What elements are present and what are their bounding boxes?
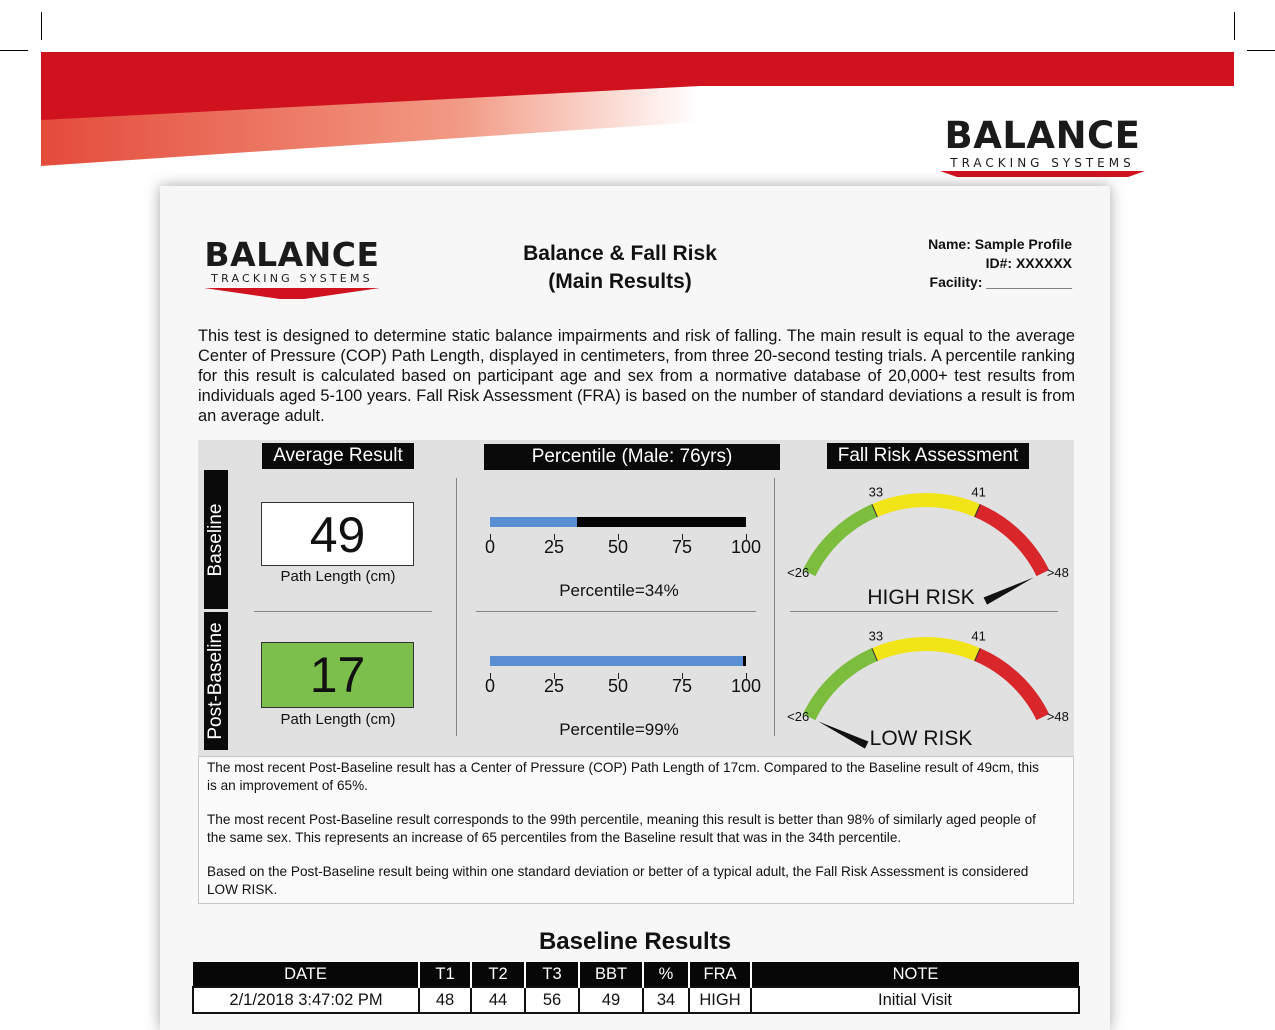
percentile-bar-fill (490, 517, 577, 527)
divider (790, 611, 1058, 612)
gauge-label: >48 (1046, 565, 1069, 581)
col-header: BBT (579, 962, 643, 987)
table-title: Baseline Results (538, 928, 732, 955)
divider (254, 611, 432, 612)
gauge-label: >48 (1046, 709, 1069, 725)
intro-text: This test is designed to determine static balance impairments and risk of falling. The main result is equal to the average Center of Pressure (COP) Path Length, displayed in centimeters, from three 20-second testing trials. A percentile ranking for this result is calculated based on participant age and sex from a normative database of 20,000+ test results from individuals aged 5-100 years. Fall Risk Assessment (FRA) is based on the number of standard deviations a result is from an average adult. (198, 327, 1075, 425)
divider (774, 478, 775, 736)
gauge-segment (977, 655, 1042, 717)
gauge-label: <26 (787, 709, 810, 725)
gauge-segment (809, 511, 874, 573)
gauge-label: 41 (971, 628, 986, 644)
header-fall-risk: Fall Risk Assessment (827, 443, 1029, 469)
axis-tick-label: 100 (730, 537, 762, 557)
axis-tick-label: 25 (543, 537, 565, 557)
gauge-segment (809, 655, 874, 717)
gauge-segment (977, 511, 1042, 573)
table-cell: Initial Visit (751, 987, 1079, 1013)
axis-tick-label: 75 (671, 676, 693, 696)
facility-field: Facility: ___________ (929, 274, 1072, 290)
gauge-label: <26 (787, 565, 810, 581)
post-baseline-percentile-text: Percentile=99% (559, 720, 679, 739)
post-baseline-risk-label: LOW RISK (869, 727, 973, 750)
report-title (460, 240, 780, 296)
table-header-row (193, 962, 1079, 987)
gauge-label: 41 (971, 484, 986, 500)
axis-tick-label: 50 (607, 537, 629, 557)
report-brand-name: BALANCE (204, 235, 380, 274)
col-header: T2 (471, 962, 525, 987)
table-cell: 48 (419, 987, 471, 1013)
col-header: T3 (525, 962, 579, 987)
percentile-bar-track (490, 656, 746, 666)
table-row (193, 987, 1079, 1013)
percentile-bar-fill (490, 656, 743, 666)
axis-tick-label: 25 (543, 676, 565, 696)
axis-tick-label: 0 (484, 676, 495, 696)
divider (476, 611, 756, 612)
profile-id: ID#: XXXXXX (985, 255, 1072, 271)
row-label-post-baseline: Post-Baseline (204, 612, 228, 750)
gauge-label: 33 (868, 484, 884, 500)
axis-tick-label: 100 (730, 676, 762, 696)
divider (456, 478, 457, 736)
col-header: NOTE (751, 962, 1079, 987)
baseline-result-unit: Path Length (cm) (280, 568, 396, 585)
summary-paragraph: The most recent Post-Baseline result has a Center of Pressure (COP) Path Length of 17cm. Compared to the Baseline result of 49cm, this is an improvement of 65%. (207, 760, 1039, 793)
header-average-result: Average Result (262, 443, 414, 469)
post-baseline-result-value: 17 (261, 642, 414, 708)
baseline-percentile-text: Percentile=34% (559, 581, 679, 600)
table-cell: 2/1/2018 3:47:02 PM (193, 987, 419, 1013)
table-cell: 44 (471, 987, 525, 1013)
col-header: FRA (689, 962, 751, 987)
report-title-line1: Balance & Fall Risk (523, 242, 717, 265)
gauge-segment (875, 500, 978, 511)
gauge-label: 33 (868, 628, 884, 644)
summary-paragraph: Based on the Post-Baseline result being within one standard deviation or better of a typical adult, the Fall Risk Assessment is considered LOW RISK. (207, 864, 1029, 897)
baseline-results-table (192, 962, 1080, 1014)
axis-tick-label: 75 (671, 537, 693, 557)
col-header: % (643, 962, 689, 987)
axis-tick-label: 0 (484, 537, 495, 557)
report-title-line2: (Main Results) (548, 270, 692, 293)
axis-tick-label: 50 (607, 676, 629, 696)
row-label-baseline: Baseline (204, 470, 228, 609)
brand-tagline: TRACKING SYSTEMS (950, 156, 1135, 170)
profile-name: Name: Sample Profile (928, 236, 1072, 252)
results-panel (198, 440, 1074, 756)
post-baseline-result-unit: Path Length (cm) (280, 711, 396, 728)
summary-box (198, 756, 1074, 904)
baseline-result-value: 49 (261, 502, 414, 566)
col-header: T1 (419, 962, 471, 987)
table-cell: 49 (579, 987, 643, 1013)
table-cell: 56 (525, 987, 579, 1013)
summary-paragraph: The most recent Post-Baseline result corresponds to the 99th percentile, meaning this result is better than 98% of similarly aged people of the same sex. This represents an increase of 65 percentiles from the Baseline result that was in the 34th percentile. (207, 812, 1036, 845)
brand-name: BALANCE (944, 114, 1141, 157)
percentile-bar-track (490, 517, 746, 527)
baseline-risk-label: HIGH RISK (867, 586, 975, 609)
gauge-segment (875, 644, 978, 655)
report-brand-tagline: TRACKING SYSTEMS (211, 272, 373, 285)
table-cell: 34 (643, 987, 689, 1013)
report-logo (204, 235, 380, 308)
report-card (160, 186, 1110, 1030)
brand-logo (940, 116, 1145, 186)
table-cell: HIGH (689, 987, 751, 1013)
profile-meta (840, 235, 1072, 292)
col-header: DATE (193, 962, 419, 987)
report-brand-chevron (204, 286, 380, 300)
header-percentile: Percentile (Male: 76yrs) (484, 444, 780, 470)
